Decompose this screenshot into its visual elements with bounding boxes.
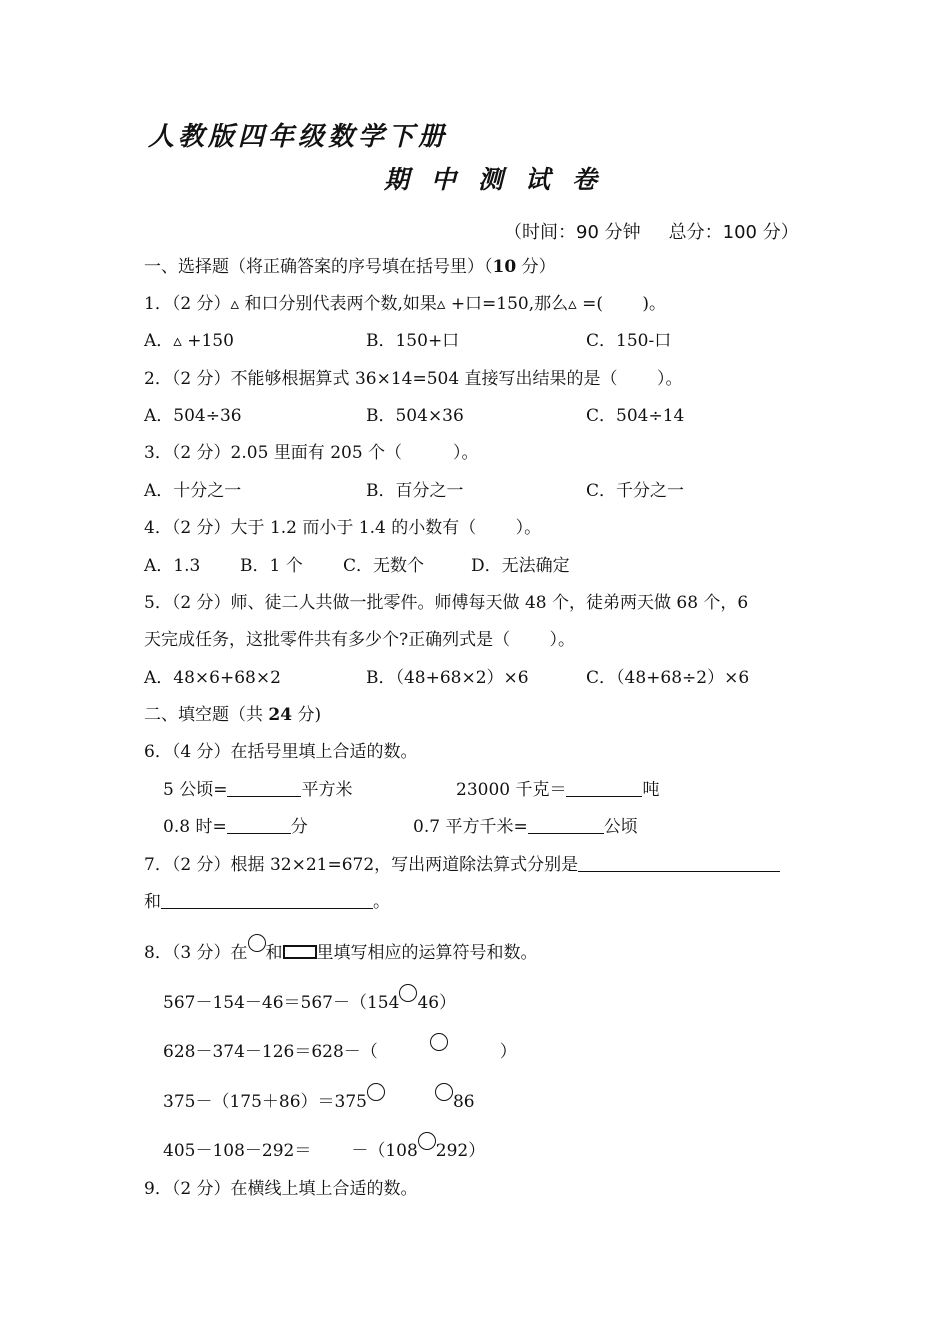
question-1: 1．（2 分）▵ 和口分别代表两个数,如果▵ +口=150,那么▵ =( )。 [144,294,667,314]
circle-blank[interactable] [367,1083,385,1101]
q8-row-2: 628－374－126＝628－（ ） [163,1033,517,1063]
circle-blank[interactable] [399,984,417,1002]
time-limit: （时间：90 分钟 [504,222,641,243]
q5-option-a: A．48×6+68×2 [144,668,281,688]
section1-heading: 一、选择题（将正确答案的序号填在括号里）（10 分） [144,257,556,277]
answer-blank[interactable] [528,817,604,834]
question-6: 6．（4 分）在括号里填上合适的数。 [144,742,418,762]
q3-option-c: C．千分之一 [586,481,685,501]
q3-option-a: A．十分之一 [144,481,242,501]
q8-row-4: 405－108－292＝ －（108 292） [163,1132,485,1162]
q3-option-b: B．百分之一 [366,481,464,501]
q4-option-d: D．无法确定 [471,556,570,576]
answer-blank[interactable] [227,817,291,834]
exam-subtitle: 期中测试卷 [384,165,620,194]
question-3: 3．（2 分）2.05 里面有 205 个（ ）。 [144,443,479,463]
exam-title: 人教版四年级数学下册 [148,122,449,152]
q5-option-b: B．（48+68×2）×6 [366,668,529,688]
total-score: 总分：100 分） [668,222,799,243]
q6-item-3: 0.8 时= 分 [163,817,308,837]
q4-option-c: C．无数个 [343,556,425,576]
q2-option-c: C．504÷14 [586,406,685,426]
q5-option-c: C．（48+68÷2）×6 [586,668,750,688]
q6-item-1: 5 公顷= 平方米 [163,780,353,800]
answer-blank[interactable] [566,780,642,797]
exam-meta [504,218,827,244]
circle-icon [248,934,266,952]
circle-blank[interactable] [435,1083,453,1101]
question-9: 9．（2 分）在横线上填上合适的数。 [144,1179,418,1199]
circle-blank[interactable] [430,1033,448,1051]
box-icon [283,945,317,959]
q4-option-b: B．1 个 [240,556,303,576]
question-5-line2: 天完成任务，这批零件共有多少个?正确列式是（ ）。 [144,630,576,650]
q8-row-1: 567－154－46＝567－（154 46） [163,984,456,1014]
section2-heading: 二、填空题（共 24 分) [144,705,322,725]
q8-row-3: 375－（175＋86）＝375 86 [163,1083,475,1113]
q1-option-a: A．▵ +150 [144,331,234,351]
q6-item-4: 0.7 平方千米= 公顷 [413,817,638,837]
q6-item-2: 23000 千克＝ 吨 [456,780,660,800]
q2-option-b: B．504×36 [366,406,464,426]
answer-blank[interactable] [578,855,780,872]
question-5-line1: 5．（2 分）师、徒二人共做一批零件。师傅每天做 48 个，徒弟两天做 68 个，6 [144,593,749,613]
q2-option-a: A．504÷36 [144,406,242,426]
question-4: 4．（2 分）大于 1.2 而小于 1.4 的小数有（ ）。 [144,518,542,538]
answer-blank[interactable] [227,780,301,797]
question-7-cont: 和 。 [144,892,390,912]
q1-option-b: B．150+口 [366,331,460,351]
question-8: 8．（3 分）在 和 里填写相应的运算符号和数。 [144,934,538,964]
q4-option-a: A．1.3 [144,556,201,576]
q1-option-c: C．150-口 [586,331,672,351]
question-2: 2．（2 分）不能够根据算式 36×14=504 直接写出结果的是（ ）。 [144,369,683,389]
question-7: 7．（2 分）根据 32×21=672，写出两道除法算式分别是 [144,854,780,876]
answer-blank[interactable] [161,892,373,909]
circle-blank[interactable] [418,1132,436,1150]
